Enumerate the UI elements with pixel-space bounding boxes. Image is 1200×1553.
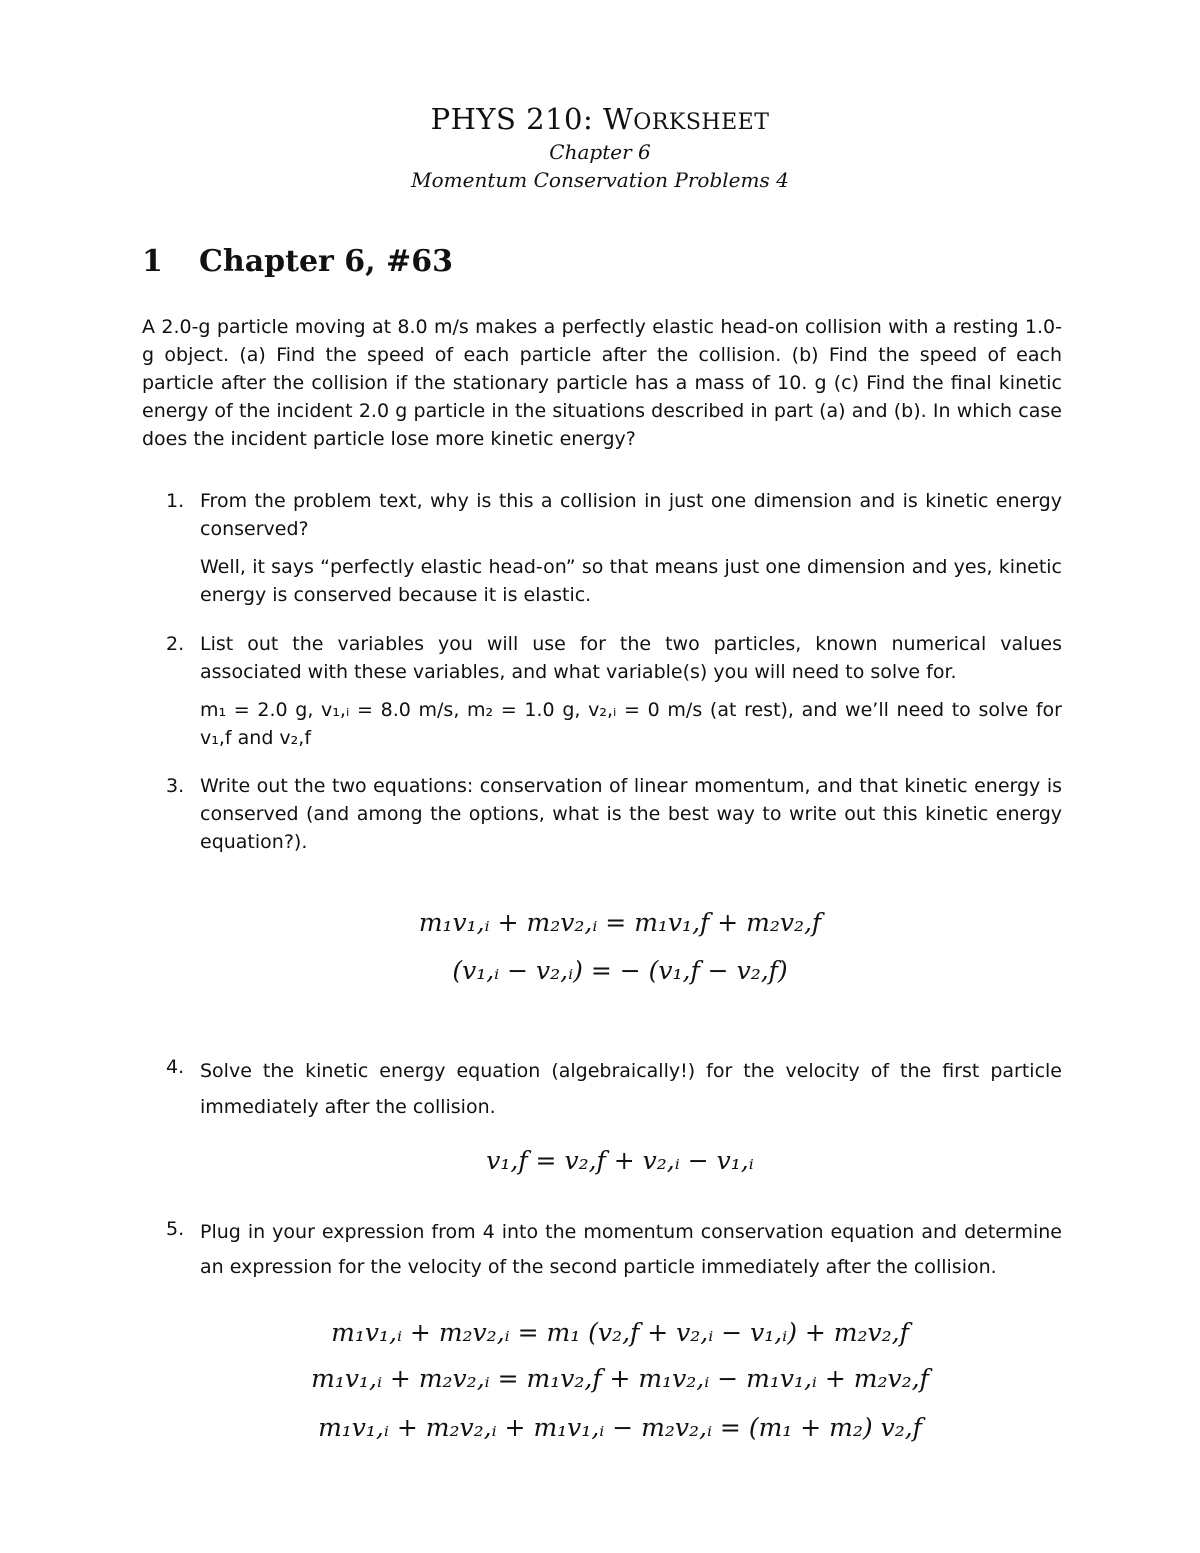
item-question: Solve the kinetic energy equation (algebraically!) for the velocity of the first particle immediately after the collision. — [200, 1060, 1062, 1118]
item-question: From the problem text, why is this a collision in just one dimension and is kinetic energy conserved? — [200, 490, 1062, 540]
equation: (v₁,ᵢ − v₂,ᵢ) = − (v₁,f − v₂,f) — [452, 956, 788, 985]
problem-statement: A 2.0-g particle moving at 8.0 m/s makes a perfectly elastic head-on collision with a resting 1.0-g object. (a) Find the speed of each particle after the collision. (b) Find the speed of each particle after the collision if the stationary particle has a mass of 10. g (c) Find the final kinetic energy of the incident 2.0 g particle in the situations described in part (a) and (b). In which case does the incident particle lose more kinetic energy? — [142, 316, 1062, 450]
equation: v₁,f = v₂,f + v₂,ᵢ − v₁,ᵢ — [486, 1146, 754, 1175]
section-number: 1 — [142, 244, 163, 279]
item-number: 3. — [166, 775, 185, 797]
item-number: 1. — [166, 490, 185, 512]
section-title: Chapter 6, #63 — [199, 244, 453, 279]
item-number: 5. — [166, 1218, 185, 1240]
equation: m₁v₁,ᵢ + m₂v₂,ᵢ = m₁ (v₂,f + v₂,ᵢ − v₁,ᵢ) + m₂v₂,f — [331, 1318, 909, 1347]
item-question: List out the variables you will use for the two particles, known numerical values associated with these variables, and what variable(s) you will need to solve for. — [200, 633, 1062, 683]
item-number: 2. — [166, 633, 185, 655]
list-item-5 — [166, 1215, 1062, 1285]
section-heading — [142, 244, 453, 279]
item-question: Plug in your expression from 4 into the momentum conservation equation and determine an expression for the velocity of the second particle immediately after the collision. — [200, 1221, 1062, 1278]
page-title — [0, 102, 1200, 136]
list-item-4 — [166, 1053, 1062, 1125]
page-subtitle: Momentum Conservation Problems 4 — [411, 168, 789, 192]
list-item-3 — [166, 772, 1062, 856]
item-question: Write out the two equations: conservation of linear momentum, and that kinetic energy is conserved (and among the options, what is the best way to write out this kinetic energy equation?). — [200, 775, 1062, 853]
item-answer: m₁ = 2.0 g, v₁,ᵢ = 8.0 m/s, m₂ = 1.0 g, v₂,ᵢ = 0 m/s (at rest), and we’ll need to solve for v₁,f and v₂,f — [200, 699, 1062, 749]
equation: m₁v₁,ᵢ + m₂v₂,ᵢ = m₁v₂,f + m₁v₂,ᵢ − m₁v₁,ᵢ + m₂v₂,f — [311, 1364, 929, 1393]
equation: m₁v₁,ᵢ + m₂v₂,ᵢ = m₁v₁,f + m₂v₂,f — [418, 908, 822, 937]
list-item-1 — [166, 487, 1062, 609]
equation: m₁v₁,ᵢ + m₂v₂,ᵢ + m₁v₁,ᵢ − m₂v₂,ᵢ = (m₁ + m₂) v₂,f — [318, 1413, 922, 1442]
item-answer: Well, it says “perfectly elastic head-on” so that means just one dimension and yes, kinetic energy is conserved because it is elastic. — [200, 556, 1062, 606]
list-item-2 — [166, 630, 1062, 752]
chapter-label: Chapter 6 — [549, 140, 651, 164]
title-main: PHYS 210: W — [430, 102, 634, 136]
item-number: 4. — [166, 1056, 185, 1078]
title-small-caps: ORKSHEET — [633, 110, 770, 135]
